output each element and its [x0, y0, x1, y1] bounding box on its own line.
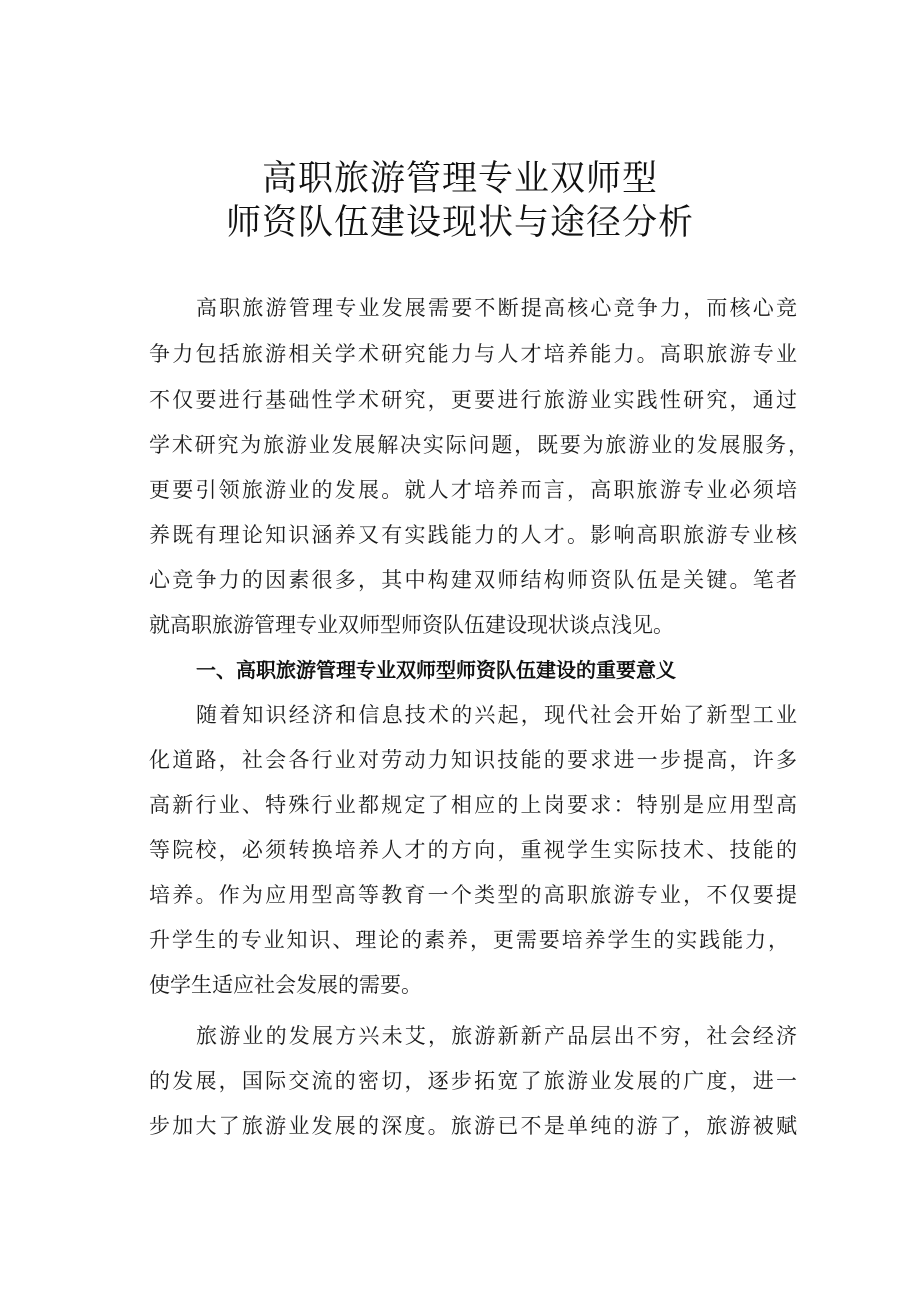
paragraph-line: 高职旅游管理专业发展需要不断提高核心竞争力，而核心竞 — [196, 296, 797, 320]
paragraph-line: 培养。作为应用型高等教育一个类型的高职旅游专业，不仅要提 — [149, 883, 797, 907]
paragraph-line: 步加大了旅游业发展的深度。旅游已不是单纯的游了，旅游被赋 — [149, 1114, 797, 1138]
paragraph-line: 化道路，社会各行业对劳动力知识技能的要求进一步提高，许多 — [149, 748, 797, 772]
paragraph-line: 就高职旅游管理专业双师型师资队伍建设现状谈点浅见。 — [149, 613, 674, 637]
paragraph-line: 养既有理论知识涵养又有实践能力的人才。影响高职旅游专业核 — [149, 523, 797, 547]
document-title-line-2: 师资队伍建设现状与途径分析 — [225, 203, 694, 243]
paragraph-line: 旅游业的发展方兴未艾，旅游新新产品层出不穷，社会经济 — [196, 1024, 797, 1048]
paragraph-line: 等院校，必须转换培养人才的方向，重视学生实际技术、技能的 — [149, 838, 797, 862]
paragraph-line: 心竞争力的因素很多，其中构建双师结构师资队伍是关键。笔者 — [149, 568, 797, 592]
paragraph-line: 使学生适应社会发展的需要。 — [149, 973, 422, 997]
paragraph-line: 的发展，国际交流的密切，逐步拓宽了旅游业发展的广度，进一 — [149, 1069, 797, 1093]
section-heading: 一、高职旅游管理专业双师型师资队伍建设的重要意义 — [196, 658, 676, 682]
paragraph-line: 高新行业、特殊行业都规定了相应的上岗要求：特别是应用型高 — [149, 793, 797, 817]
paragraph-line: 学术研究为旅游业发展解决实际问题，既要为旅游业的发展服务， — [149, 433, 809, 457]
paragraph-line: 不仅要进行基础性学术研究，更要进行旅游业实践性研究，通过 — [149, 388, 797, 412]
paragraph-line: 随着知识经济和信息技术的兴起，现代社会开始了新型工业 — [196, 703, 797, 727]
document-title-line-1: 高职旅游管理专业双师型 — [261, 159, 658, 199]
paragraph-line: 升学生的专业知识、理论的素养，更需要培养学生的实践能力， — [149, 928, 789, 952]
paragraph-line: 更要引领旅游业的发展。就人才培养而言，高职旅游专业必须培 — [149, 478, 797, 502]
paragraph-line: 争力包括旅游相关学术研究能力与人才培养能力。高职旅游专业 — [149, 342, 797, 366]
